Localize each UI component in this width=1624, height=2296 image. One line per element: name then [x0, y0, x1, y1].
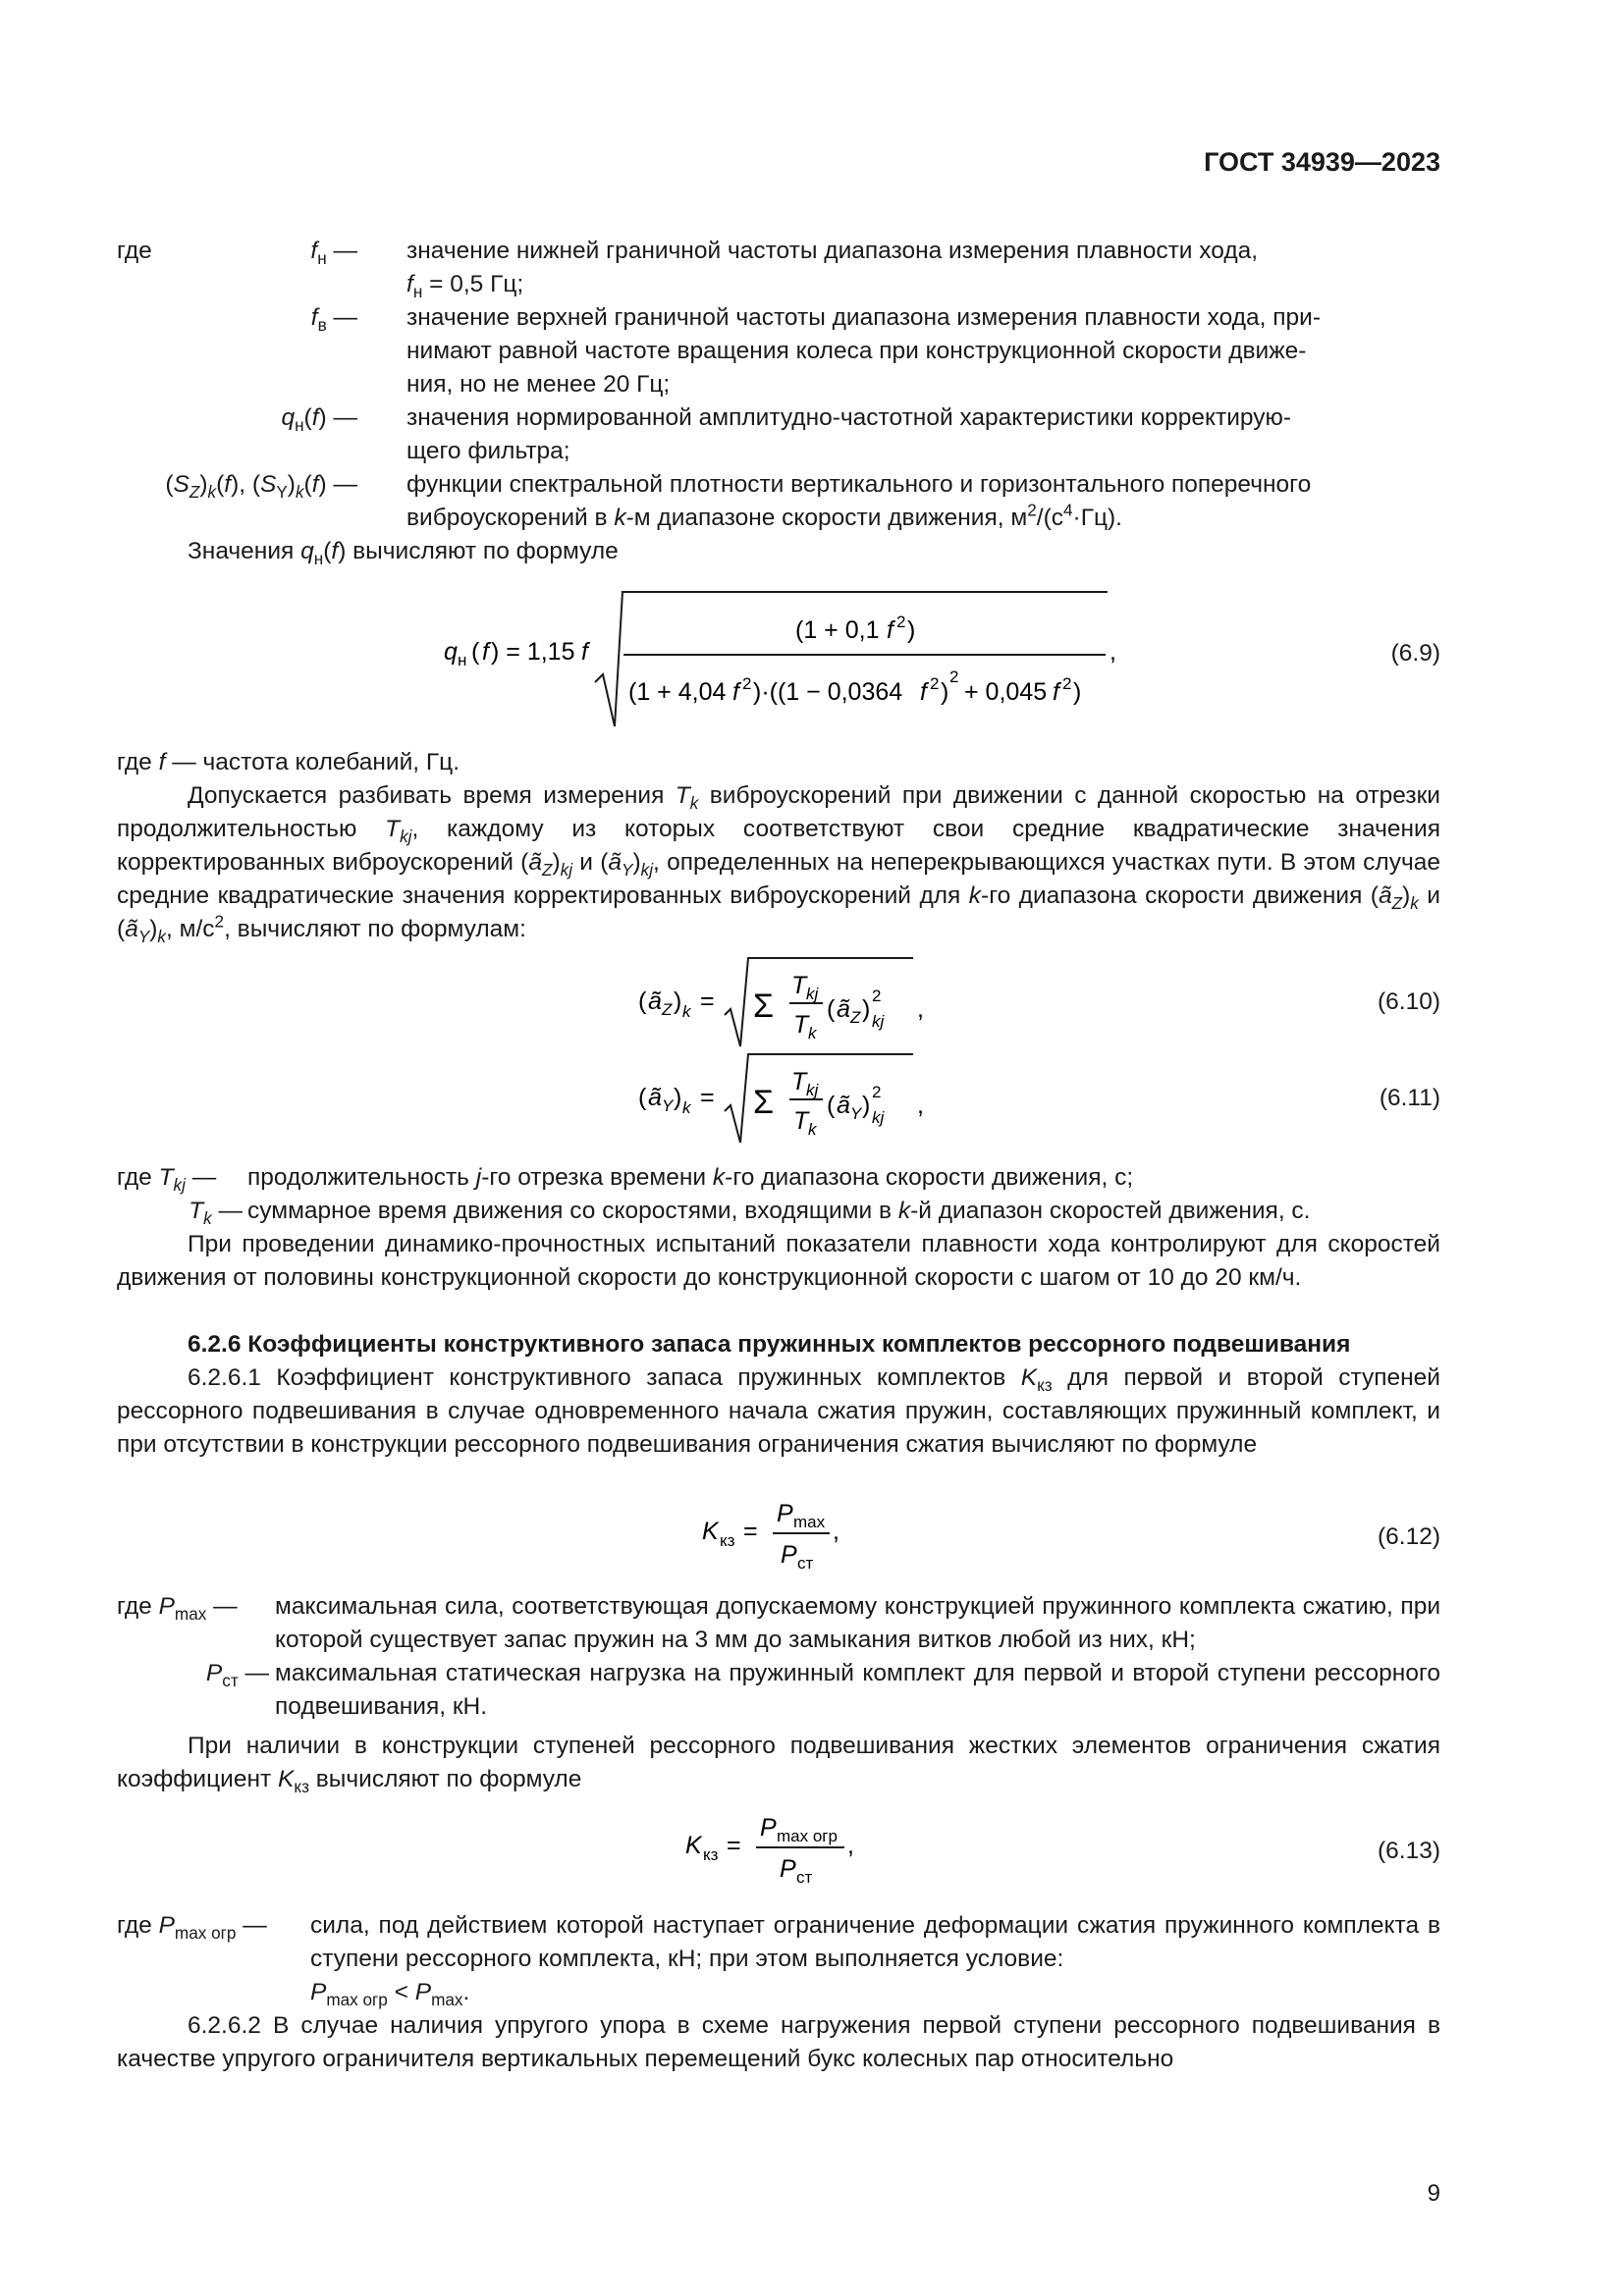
svg-text:f: f — [581, 638, 588, 666]
para-6-2-6-1: 6.2.6.1 Коэффициент конструктивного запаса пружинных комплектов $K_{кз}$ для первой и второй ступеней рессорного подвешивания в случае одновременного начала сжатия пружин, составляющих пружинный комплект, и при отсутствии в конструкции рессорного подвешивания ограничения сжатия вычисляют по формуле — [117, 1364, 1440, 1458]
svg-text:=: = — [700, 1084, 715, 1111]
svg-text:): ) — [907, 616, 916, 644]
svg-text:f: f — [1053, 678, 1059, 706]
svg-text:kj: kj — [872, 1108, 885, 1127]
svg-text:(: ( — [638, 1084, 647, 1111]
svg-text:f: f — [920, 678, 927, 706]
document-header-id: ГОСТ 34939—2023 — [1204, 147, 1440, 177]
svg-text:): ) — [862, 1092, 871, 1119]
svg-text:) = 1,15: ) = 1,15 — [491, 638, 575, 666]
svg-text:): ) — [1073, 678, 1082, 706]
svg-text:T: T — [791, 972, 807, 999]
section-6-2-6-heading: 6.2.6 Коэффициенты конструктивного запаса пружинных комплектов рессорного подвешивания — [188, 1331, 1351, 1358]
svg-text:+ 0,045: + 0,045 — [964, 678, 1048, 706]
svg-text:P: P — [781, 1541, 797, 1569]
svg-text:q: q — [444, 638, 458, 666]
svg-text:=: = — [727, 1832, 741, 1859]
svg-text:н: н — [458, 651, 467, 669]
svg-text:Y: Y — [662, 1096, 674, 1115]
svg-text:2: 2 — [872, 987, 882, 1005]
svg-text:k: k — [682, 1002, 691, 1021]
svg-text:2: 2 — [872, 1083, 882, 1101]
svg-text:,: , — [1110, 638, 1116, 666]
svg-text:f: f — [732, 678, 739, 706]
svg-text:2: 2 — [949, 667, 959, 686]
svg-text:T: T — [793, 1011, 809, 1039]
svg-text:k: k — [808, 1120, 817, 1139]
svg-text:P: P — [760, 1814, 777, 1842]
svg-text:): ) — [674, 988, 682, 1015]
svg-text:2: 2 — [930, 674, 940, 693]
formula-6-9 — [432, 584, 1139, 736]
svg-text:k: k — [808, 1024, 817, 1042]
svg-text:)·((1 − 0,0364: )·((1 − 0,0364 — [753, 678, 903, 706]
svg-text:): ) — [941, 678, 949, 706]
svg-text:max огр: max огр — [777, 1827, 838, 1845]
equation-number-6-9: (6.9) — [1390, 640, 1440, 667]
svg-text:ã: ã — [648, 1084, 662, 1111]
svg-text:kj: kj — [806, 985, 819, 1003]
svg-text:=: = — [700, 988, 715, 1015]
svg-text:P: P — [780, 1855, 796, 1883]
svg-text:,: , — [847, 1832, 854, 1859]
equation-number-6-11: (6.11) — [1379, 1085, 1440, 1111]
svg-text:Y: Y — [850, 1104, 862, 1123]
svg-text:K: K — [702, 1518, 719, 1545]
svg-text:(: ( — [827, 995, 836, 1023]
svg-text:кз: кз — [703, 1845, 719, 1864]
where-f: где f — частота колебаний, Гц. — [117, 749, 460, 775]
svg-text:(1 + 4,04: (1 + 4,04 — [628, 678, 727, 706]
svg-text:kj: kj — [872, 1012, 885, 1031]
svg-text:ã: ã — [648, 988, 662, 1015]
svg-text:,: , — [833, 1518, 839, 1545]
where-label: где — [117, 238, 152, 264]
svg-text:k: k — [682, 1098, 691, 1117]
svg-text:ст: ст — [797, 1554, 814, 1573]
para-6-2-6-2: 6.2.6.2 В случае наличия упругого упора в схеме нагружения первой ступени рессорного подвешивания в качестве упругого ограничителя вертикальных перемещений букс колесных пар относительно — [117, 2012, 1440, 2072]
svg-text:(: ( — [827, 1092, 836, 1119]
document-page: ГОСТ 34939—2023 где $f_н$ — значение нижней граничной частоты диапазона измерения плавности хода, $f_н = 0,5$ Гц; $f_в$ — значение верхней граничной частоты диапазона измерения плавности хода, при- нимают равной частоте вращения колеса при конструкционной скорости движе- ния, но не менее 20 Гц; $q_н(f)$ — значения нормированной амплитудно-частотной характеристики корректирую- щего фильтра; $(S_Z)_k(f)$, $(S_Y)_k(f)$ — функции спектральной плотности вертикального и горизонтального поперечного виброускорений в k-м диапазоне скорости движения, $м^2/(с^4\cdot Гц)$. Значения $q_н(f)$ вычисляют по формуле q н ( f ) = 1,15 f (1 + 0,1 f 2 ) (1 + 4,04 f 2 )·((1 − 0,0364 f 2 ) 2 + 0,045 f 2 ) , (6.9) где f — частота колебаний, Гц. Допускается разбивать время измерения $T_k$ виброускорений при движении с данной скоростью на отрезки продолжительностью $T_{kj}$, каждому из которых соответствуют свои средние квадратические значения корректированных виброускорений $(ã_Z)_{kj}$ и $(ã_Y)_{kj}$, определенных на неперекрывающихся участках пути. В этом случае средние квадратические значения корректированных виброускорений для k-го диапазона скорости движения $(ã_Z)_k$ и $(ã_Y)_k$, $м/с^2$, вычисляют по формулам: ( ã Z ) k = Σ T kj T k ( ã Z ) 2 kj , (6.10) ( ã Y ) k = Σ T kj T k ( ã Y ) 2 kj , (6.11) где $T_{kj}$ — продолжительность j-го отрезка времени k-го диапазона скорости движения, с; $T_k$ — суммарное время движения со скоростями, входящими в k-й диапазон скоростей движения, с. При проведении динамико-прочностных испытаний показатели плавности хода контролируют для скоростей движения от половины конструкционной скорости до конструкционной скорости с шагом от 10 до 20 км/ч. 6.2.6 Коэффициенты конструктивного запаса пружинных комплектов рессорного подвешивания 6.2.6.1 Коэффициент конструктивного запаса пружинных комплектов $K_{кз}$ для первой и второй ступеней рессорного подвешивания в случае одновременного начала сжатия пружин, составляющих пружинный комплект, и при отсутствии в конструкции рессорного подвешивания ограничения сжатия вычисляют по формуле K кз = P max P ст , (6.12) где $P_{max}$ — максимальная сила, соответствующая допускаемому конструкцией пружинного комплекта сжатию, при которой существует запас пружин на 3 мм до замыкания витков любой из них, кН; $P_{ст}$ — максимальная статическая нагрузка на пружинный комплект для первой и второй ступени рессорного подвешивания, кН. При наличии в конструкции ступеней рессорного подвешивания жестких элементов ограничения сжатия коэффициент $K_{кз}$ вычисляют по формуле K кз = P max огр P ст , (6.13) где $P_{max огр}$ — сила, под действием которой наступает ограничение деформации сжатия пружинного комплекта в ступени рессорного комплекта, кН; при этом выполняется условие: $P_{max огр} < P_{max}$. 6.2.6.2 В случае наличия упругого упора в схеме нагружения первой ступени рессорного подвешивания в качестве упругого ограничителя вертикальных перемещений букс колесных пар относительно 9 — [117, 147, 1440, 2207]
svg-text:Σ: Σ — [753, 988, 775, 1025]
para-qn: Значения $q_н(f)$ вычисляют по формуле — [188, 538, 619, 568]
svg-text:): ) — [674, 1084, 682, 1111]
svg-text:ã: ã — [837, 1092, 850, 1119]
formula-6-10 — [628, 952, 943, 1055]
svg-text:2: 2 — [1062, 674, 1072, 693]
svg-text:2: 2 — [742, 674, 752, 693]
svg-text:2: 2 — [896, 613, 906, 631]
svg-text:P: P — [777, 1500, 793, 1527]
svg-text:ст: ст — [796, 1868, 813, 1887]
svg-text:,: , — [917, 1092, 924, 1119]
svg-text:): ) — [862, 995, 871, 1023]
equation-number-6-12: (6.12) — [1377, 1523, 1440, 1550]
svg-text:kj: kj — [806, 1081, 819, 1099]
formula-6-11 — [628, 1048, 943, 1151]
svg-text:ã: ã — [837, 995, 850, 1023]
svg-text:Z: Z — [850, 1008, 861, 1027]
para-dyn: При проведении динамико-прочностных испытаний показатели плавности хода контролируют для скоростей движения от половины конструкционной скорости до конструкционной скорости с шагом от 10 до 20 км/ч. — [117, 1231, 1440, 1291]
formula-6-13 — [676, 1804, 911, 1897]
svg-text:кз: кз — [720, 1531, 735, 1550]
equation-number-6-10: (6.10) — [1377, 988, 1440, 1015]
svg-text:Z: Z — [662, 1000, 673, 1019]
svg-text:(1 + 0,1: (1 + 0,1 — [795, 616, 880, 644]
formula-6-12 — [692, 1490, 889, 1583]
svg-text:,: , — [917, 995, 924, 1023]
svg-text:T: T — [791, 1068, 807, 1095]
svg-text:K: K — [685, 1832, 702, 1859]
para-split: Допускается разбивать время измерения $T_k$ виброускорений при движении с данной скоростью на отрезки продолжительностью $T_{kj}$, каждому из которых соответствуют свои средние квадратические значения корректированных виброускорений $(ã_Z)_{kj}$ и $(ã_Y)_{kj}$, определенных на неперекрывающихся участках пути. В этом случае средние квадратические значения корректированных виброускорений для k-го диапазона скорости движения $(ã_Z)_k$ и $(ã_Y)_k$, $м/с^2$, вычисляют по формулам: — [117, 782, 1440, 946]
equation-number-6-13: (6.13) — [1377, 1838, 1440, 1864]
svg-text:(: ( — [638, 988, 647, 1015]
svg-text:f: f — [482, 638, 489, 666]
svg-text:T: T — [793, 1107, 809, 1135]
svg-text:=: = — [743, 1518, 758, 1545]
svg-text:f: f — [887, 616, 893, 644]
svg-text:Σ: Σ — [753, 1084, 775, 1121]
para-rigid: При наличии в конструкции ступеней рессорного подвешивания жестких элементов ограничения сжатия коэффициент $K_{кз}$ вычисляют по формуле — [117, 1733, 1440, 1796]
svg-text:max: max — [793, 1513, 826, 1531]
svg-text:(: ( — [471, 638, 480, 666]
page-number: 9 — [1427, 2180, 1440, 2207]
